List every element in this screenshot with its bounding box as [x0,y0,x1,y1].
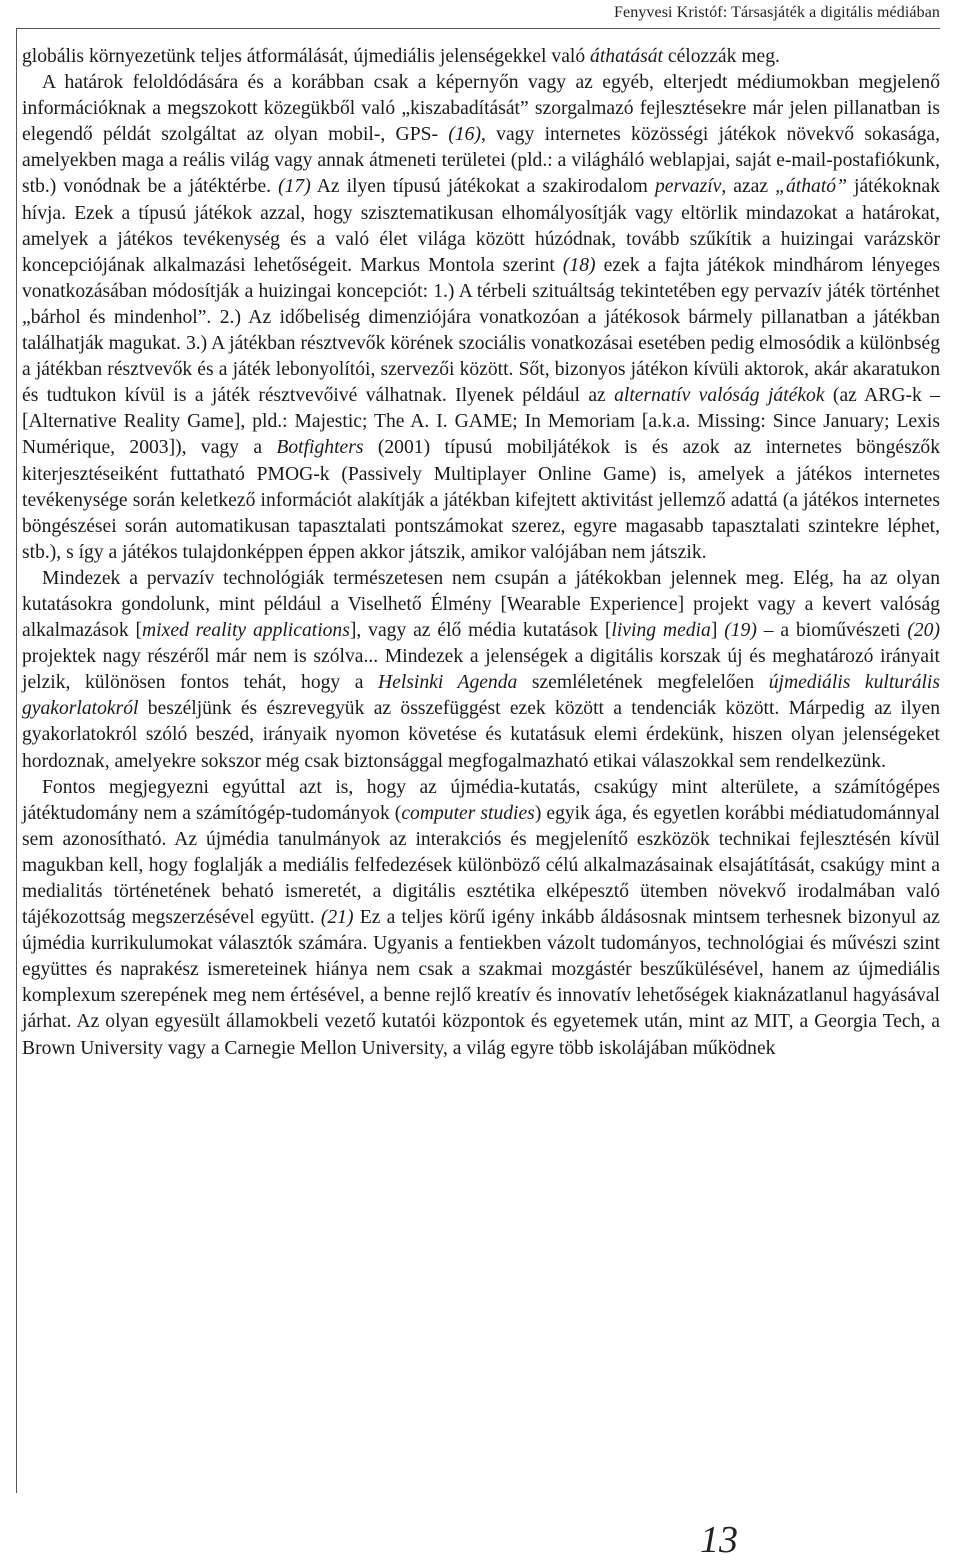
paragraph [22,44,940,70]
text-run: (az ARG-k – [Alternative Reality Game], pld.: Majestic; The A. I. GAME; In Memoriam [a.k.a. Missing: Since January; Lexis Numérique, 2003]), vagy a [22,385,940,459]
text-run: , azaz [721,176,776,198]
italic-text-run: Helsinki Agenda [378,672,518,694]
text-run: , vagy internetes közösségi játékok növekvő sokasága, amelyekben maga a reális világ vagy annak átmeneti területei (pld.: a világháló weblapjai, saját e-mail-postafiókunk, stb.) vonódnak be a játéktérbe. [22,124,940,198]
page-number: 13 [700,1519,738,1561]
italic-text-run: (17) [278,176,311,198]
text-run: A határok feloldódására és a korábban csak a képernyőn vagy az egyéb, elterjedt médiumokban megjelenő információknak a megszokott közegükből való „kiszabadítását” szorgalmazó fejlesztésekre már jelen pillanatban is elegendő példát szolgáltat az olyan mobil-, GPS- [22,72,940,146]
italic-text-run: mixed reality applications [142,620,350,642]
italic-text-run: újmediális kulturális gyakorlatokról [22,672,940,720]
italic-text-run: alternatív valóság játékok [614,385,825,407]
text-run: célozzák meg. [663,46,780,67]
italic-text-run: „átható” [775,176,847,198]
text-run: szemléletének megfelelően [517,672,769,694]
paragraph [22,775,940,1062]
italic-text-run: (20) [907,620,940,642]
header-rule [16,28,940,29]
text-run: – a bioművészeti [756,620,908,642]
text-run: ] [710,620,725,642]
text-run: Az ilyen típusú játékokat a szakirodalom [310,176,655,198]
margin-rule [16,28,17,1493]
text-run: (2001) típusú mobiljátékok is és azok az internetes böngészők kiterjesztéseiként futtatható PMOG-k (Passively Multiplayer Online Game) is, amelyek a játékos internetes tevékenysége során keletkező információt alakítják a játékban kifejtett aktivitást jellemző adattá (a játékos internetes böngészései során automatikusan tapasztalati pontszámokat szerez, egyre magasabb tapasztalati szintekre léphet, stb.), s így a játékos tulajdonképpen éppen akkor játszik, amikor valójában nem játszik. [22,437,940,563]
italic-text-run: (18) [562,254,596,276]
text-run: projektek nagy részéről már nem is szólva... Mindezek a jelenségek a digitális korszak új és meghatározó irányait jelzik, különösen fontos tehát, hogy a [22,646,940,694]
text-run: Fontos megjegyezni egyúttal azt is, hogy az újmédia-kutatás, csakúgy mint alterülete, a számítógépes játéktudomány nem a számítógép-tudományok ( [22,776,940,824]
text-run: ) egyik ága, és egyetlen korábbi médiatudománnyal sem azonosítható. Az újmédia tanulmányok az interakciós és megjelenítő eszközök technikai fejlesztésén kívül magukban kell, hogy foglalják a mediális felfedezések különböző célú alkalmazásainak elsajátítását, csakúgy mint a medialitás történetének beható ismeretét, a digitális esztétika elképesztő ütemben növekvő irodalmában való tájékozottság megszerzésével együtt. [22,802,940,929]
italic-text-run: Botfighters [276,437,364,459]
body-text [22,44,940,1062]
running-header: Fenyvesi Kristóf: Társasjáték a digitális médiában [614,4,940,21]
italic-text-run: (21) [320,907,354,929]
text-run: Ez a teljes körű igény inkább áldásosnak mintsem terhesnek bizonyul az újmédia kurrikulumokat választók számára. Ugyanis a fentiekben vázolt tudományos, technológiai és művészi szint együttes és naprakész ismereteinek hiánya nem csak a szakmai mozgástér beszűkülésével, hanem az újmediális komplexum szerepének meg nem értésével, a benne rejlő kreatív és innovatív lehetőségek kiaknázatlanul hagyásával járhat. Az olyan egyesült államokbeli vezető kutatói központok és egyetemek után, mint az MIT, a Georgia Tech, a Brown University vagy a Carnegie Mellon University, a világ egyre több iskolájában működnek [22,907,940,1059]
paragraph [22,70,940,566]
italic-text-run: (16) [448,124,481,146]
text-run: Mindezek a pervazív technológiák természetesen nem csupán a játékokban jelennek meg. Elég, ha az olyan kutatásokra gondolunk, mint például a Viselhető Élmény [Wearable Experience] projekt vagy a kevert valóság alkalmazások [ [22,567,940,642]
italic-text-run: computer studies [401,802,535,824]
text-run: globális környezetünk teljes átformálását, újmediális jelenségekkel való [22,46,591,67]
italic-text-run: (19) [724,620,757,642]
text-run: beszéljünk és észrevegyük az összefüggést ezek között a tendenciák között. Márpedig az ilyen gyakorlatokról szóló beszéd, irányaik nyomon követése és kutatásuk elemi érdekünk, hiszen olyan jelenségeket hordoznak, amelyekre sokszor még csak biztonsággal megfogalmazható etikai válaszokkal sem rendelkezünk. [22,698,940,772]
italic-text-run: living media [611,620,711,642]
text-run: játékoknak hívja. Ezek a típusú játékok azzal, hogy szisztematikusan elhomályosítják vagy eltörlik mindazokat a határokat, amelyek a játékos tevékenység és a való élet világa között húzódnak, tovább szűkítik a huizingai varázskör koncepciójának alkalmazási lehetőségeit. Markus Montola szerint [22,176,940,276]
text-run: ezek a fajta játékok mindhárom lényeges vonatkozásában módosítják a huizingai koncepciót: 1.) A térbeli szituáltság tekintetében egy pervazív játék történhet „bárhol és mindenhol”. 2.) Az időbeliség dimenziójára vonatkozóan a játékosok bármely pillanatban a játékban találhatják magukat. 3.) A játékban résztvevők körének szociális vonatkozásai esetében pedig elmosódik a különbség a játékban résztvevők és a játék lebonyolítói, szervezői között. Sőt, bizonyos játékon kívüli aktorok, akár akaratukon és tudtukon kívül is a játék résztvevőivé válhatnak. Ilyenek például az [22,254,940,407]
text-run: ], vagy az élő média kutatások [ [349,620,612,642]
italic-text-run: pervazív [654,176,722,198]
italic-text-run: áthatását [590,46,663,67]
paragraph [22,566,940,775]
